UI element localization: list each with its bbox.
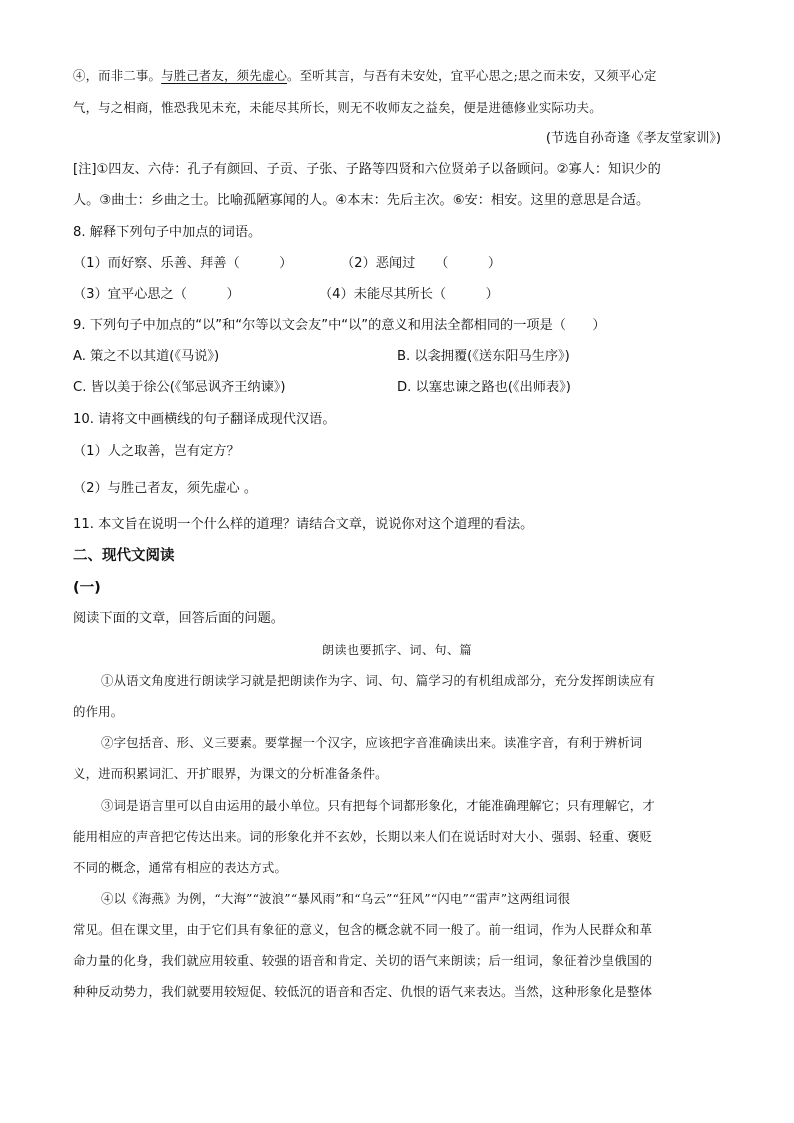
q8-item-3: （3）宜平心思之（ ） — [73, 287, 240, 302]
passage-line-1 — [73, 66, 657, 86]
para-2-line-1: ②字包括音、形、义三要素。要掌握一个汉字，应该把字音准确读出来。读准字音，有利于辨析词 — [101, 735, 643, 750]
passage-line-1-prefix: ④，而非二事。 — [73, 68, 162, 83]
note-line-1: [注]①四友、六侍：孔子有颜回、子贡、子张、子路等四贤和六位贤弟子以备顾问。②寡人：知识少的 — [73, 162, 661, 177]
para-2-line-2: 义，进而积累词汇、开扩眼界，为课文的分析准备条件。 — [73, 766, 388, 781]
q9-option-a: A. 策之不以其道(《马说》) — [73, 349, 220, 364]
q9-option-c: C. 皆以美于徐公(《邹忌讽齐王纳谏》) — [73, 380, 286, 395]
article-title: 朗读也要抓字、词、句、篇 — [321, 643, 472, 657]
q8-row-1 — [73, 254, 502, 274]
reading-instruction: 阅读下面的文章，回答后面的问题。 — [73, 611, 284, 626]
q8-item-2: （2）恶闻过 （ ） — [341, 256, 502, 271]
q10-item-1: （1）人之取善，岂有定方？ — [73, 444, 240, 459]
q8-item-4: （4）未能尽其所长（ ） — [319, 287, 499, 302]
section-heading: 二、现代文阅读 — [73, 548, 175, 564]
para-3-line-2: 能用相应的声音把它传达出来。词的形象化并不玄妙，长期以来人们在说话时对大小、强弱、轻重、褒贬 — [73, 829, 653, 844]
para-3-line-3: 不同的概念，通常有相应的表达方式。 — [73, 860, 288, 875]
section-subheading: (一) — [73, 580, 101, 596]
para-4-line-1: ④以《海燕》为例，“大海”“波浪”“暴风雨”和“乌云”“狂风”“闪电”“雷声”这两组词很 — [101, 891, 571, 906]
q10-item-2: （2）与胜己者友，须先虚心 。 — [73, 481, 258, 496]
q9-row-2 — [73, 378, 571, 398]
passage-line-2: 气，与之相商，惟恐我见未充，未能尽其所长，则无不收师友之益矣，便是进德修业实际功夫。 — [73, 100, 602, 115]
note-line-2: 人。③曲士：乡曲之士。比喻孤陋寡闻的人。④本末：先后主次。⑥安：相安。这里的意思是合适。 — [73, 193, 650, 208]
para-4-line-4: 种种反动势力，我们就要用较短促、较低沉的语音和否定、仇恨的语气来表达。当然，这种形象化是整体 — [73, 984, 653, 999]
q9-stem: 9. 下列句子中加点的“以”和“尔等以文会友”中“以”的意义和用法全都相同的一项是（ ） — [73, 318, 606, 333]
q10-stem: 10. 请将文中画横线的句子翻译成现代汉语。 — [73, 412, 336, 427]
para-4-line-3: 命力量的化身，我们就应用较重、较强的语音和肯定、关切的语气来朗读；后一组词，象征着沙皇俄国的 — [73, 953, 653, 968]
underlined-sentence: 与胜己者友，须先虚心 — [161, 68, 288, 83]
q9-row-1 — [73, 347, 570, 367]
passage-line-1-suffix: 。至听其言，与吾有未安处，宜平心思之;思之而未安，又须平心定 — [287, 68, 657, 83]
para-1-line-1: ①从语文角度进行朗读学习就是把朗读作为字、词、句、篇学习的有机组成部分，充分发挥朗读应有 — [101, 673, 655, 688]
para-4-line-2: 常见。但在课文里，由于它们具有象征的意义，包含的概念就不同一般了。前一组词，作为人民群众和革 — [73, 922, 653, 937]
para-1-line-2: 的作用。 — [73, 704, 124, 719]
q9-option-b: B. 以衾拥覆(《送东阳马生序》) — [397, 349, 570, 364]
para-3-line-1: ③词是语言里可以自由运用的最小单位。只有把每个词都形象化，才能准确理解它；只有理解它，才 — [101, 798, 655, 813]
passage-source: (节选自孙奇逢《孝友堂家训》) — [545, 131, 721, 146]
q8-row-2 — [73, 285, 499, 305]
q8-item-1: （1）而好察、乐善、拜善（ ） — [73, 256, 293, 271]
q9-option-d: D. 以塞忠谏之路也(《出师表》) — [397, 380, 571, 395]
q8-stem: 8. 解释下列句子中加点的词语。 — [73, 225, 262, 240]
q11-stem: 11. 本文旨在说明一个什么样的道理？请结合文章，说说你对这个道理的看法。 — [73, 517, 534, 532]
